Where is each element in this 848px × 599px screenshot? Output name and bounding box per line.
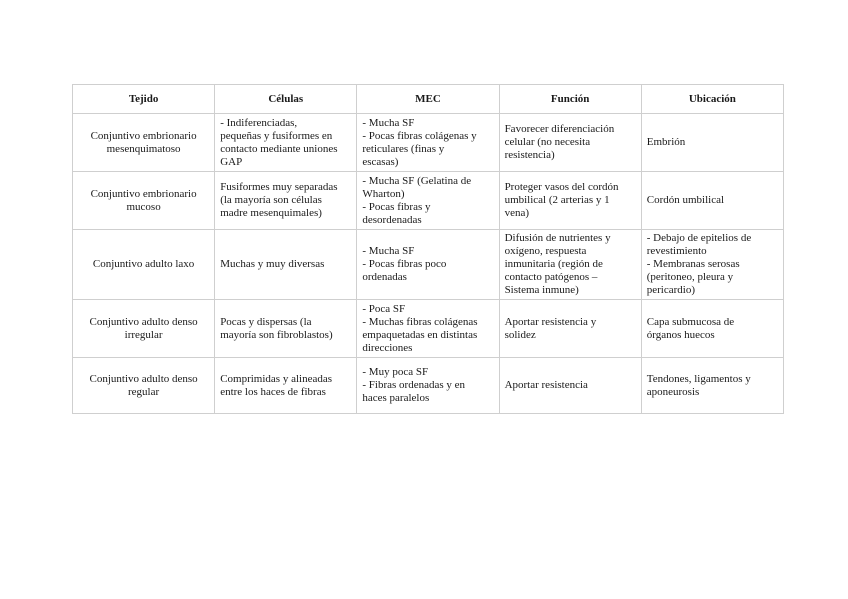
header-row (73, 85, 784, 114)
cell-line: Tendones, ligamentos y (646, 372, 751, 385)
header-mec: MEC (357, 85, 499, 114)
cell-mec (357, 358, 499, 414)
table-row (73, 114, 784, 172)
table-row (73, 358, 784, 414)
header-ubicacion: Ubicación (641, 85, 783, 114)
cell-line: contacto mediante uniones (220, 142, 338, 155)
header-funcion: Función (499, 85, 641, 114)
cell-line: - Membranas serosas (646, 258, 740, 270)
cell-mec (357, 114, 499, 172)
cell-line: - Pocas fibras colágenas y (362, 129, 477, 142)
cell-celulas (215, 172, 357, 230)
tissue-comparison-table (72, 84, 784, 414)
cell-line: regular (128, 385, 160, 398)
cell-line: empaquetadas en distintas (362, 328, 478, 341)
cell-tejido (73, 300, 215, 358)
cell-funcion (499, 114, 641, 172)
cell-line: umbilical (2 arterias y 1 (504, 194, 610, 206)
table-header (73, 85, 784, 114)
cell-line: Conjuntivo embrionario (90, 187, 197, 200)
cell-line: pericardio) (646, 284, 695, 296)
cell-line: - Muy poca SF (362, 366, 429, 378)
cell-tejido (73, 114, 215, 172)
header-celulas: Células (215, 85, 357, 114)
cell-line: mesenquimatoso (106, 142, 181, 155)
cell-line: (peritoneo, pleura y (646, 271, 734, 283)
cell-mec (357, 300, 499, 358)
cell-line: - Pocas fibras poco (362, 258, 447, 270)
cell-line: - Poca SF (362, 302, 406, 315)
cell-line: aponeurosis (646, 385, 700, 398)
cell-line: - Fibras ordenadas y en (362, 379, 466, 391)
cell-line: madre mesenquimales) (220, 207, 322, 219)
cell-line: Embrión (646, 136, 686, 148)
cell-line: solidez (504, 328, 536, 341)
cell-line: órganos huecos (646, 328, 715, 341)
cell-line: Pocas y dispersas (la (220, 315, 312, 328)
cell-line: - Indiferenciadas, (220, 116, 298, 129)
cell-funcion (499, 172, 641, 230)
cell-line: - Mucha SF (362, 116, 415, 129)
cell-line: Capa submucosa de (646, 315, 735, 328)
header-tejido: Tejido (73, 85, 215, 114)
cell-funcion (499, 358, 641, 414)
cell-line: Conjuntivo adulto denso (89, 315, 198, 328)
cell-line: Favorecer diferenciación (504, 123, 615, 135)
cell-tejido (73, 230, 215, 300)
cell-line: escasas) (362, 155, 399, 168)
cell-line: Aportar resistencia y (504, 315, 597, 328)
cell-line: haces paralelos (362, 392, 430, 404)
cell-line: - Pocas fibras y (362, 200, 431, 213)
cell-mec (357, 172, 499, 230)
cell-line: Aportar resistencia (504, 379, 588, 391)
cell-line: Difusión de nutrientes y (504, 232, 611, 244)
table-row (73, 172, 784, 230)
cell-line: Proteger vasos del cordón (504, 181, 619, 193)
cell-line: revestimiento (646, 245, 707, 257)
cell-line: resistencia) (504, 149, 555, 161)
cell-line: (la mayoría son células (220, 194, 322, 206)
cell-celulas (215, 114, 357, 172)
cell-line: Conjuntivo adulto laxo (92, 258, 195, 270)
cell-line: GAP (220, 155, 243, 168)
cell-line: contacto patógenos – (504, 271, 598, 283)
cell-ubicacion (641, 230, 783, 300)
cell-line: Comprimidas y alineadas (220, 372, 332, 385)
cell-line: - Mucha SF (Gelatina de (362, 174, 472, 187)
table-row (73, 230, 784, 300)
cell-line: inmunitaria (región de (504, 258, 603, 270)
cell-line: - Muchas fibras colágenas (362, 315, 478, 328)
cell-line: Fusiformes muy separadas (220, 181, 338, 193)
cell-celulas (215, 300, 357, 358)
cell-line: Conjuntivo adulto denso (89, 372, 198, 385)
cell-line: reticulares (finas y (362, 142, 445, 155)
cell-line: pequeñas y fusiformes en (220, 129, 333, 142)
table-row (73, 300, 784, 358)
cell-line: desordenadas (362, 213, 422, 226)
cell-tejido (73, 358, 215, 414)
cell-line: direcciones (362, 341, 413, 354)
cell-line: vena) (504, 207, 529, 219)
table-body (73, 114, 784, 414)
cell-line: Cordón umbilical (646, 194, 725, 206)
cell-funcion (499, 300, 641, 358)
cell-line: mucoso (126, 200, 161, 213)
cell-line: entre los haces de fibras (220, 385, 326, 398)
cell-line: Wharton) (362, 187, 405, 200)
cell-line: Muchas y muy diversas (220, 258, 325, 270)
cell-celulas (215, 230, 357, 300)
cell-line: irregular (124, 328, 163, 341)
cell-line: celular (no necesita (504, 136, 591, 148)
cell-line: mayoría son fibroblastos) (220, 328, 333, 341)
cell-celulas (215, 358, 357, 414)
cell-ubicacion (641, 300, 783, 358)
cell-line: Conjuntivo embrionario (90, 129, 197, 142)
cell-line: oxígeno, respuesta (504, 245, 587, 257)
cell-mec (357, 230, 499, 300)
cell-ubicacion (641, 358, 783, 414)
cell-line: ordenadas (362, 271, 407, 283)
cell-tejido (73, 172, 215, 230)
cell-ubicacion (641, 172, 783, 230)
cell-funcion (499, 230, 641, 300)
cell-line: Sistema inmune) (504, 284, 579, 296)
cell-line: - Mucha SF (362, 245, 415, 257)
cell-ubicacion (641, 114, 783, 172)
cell-line: - Debajo de epitelios de (646, 232, 752, 244)
